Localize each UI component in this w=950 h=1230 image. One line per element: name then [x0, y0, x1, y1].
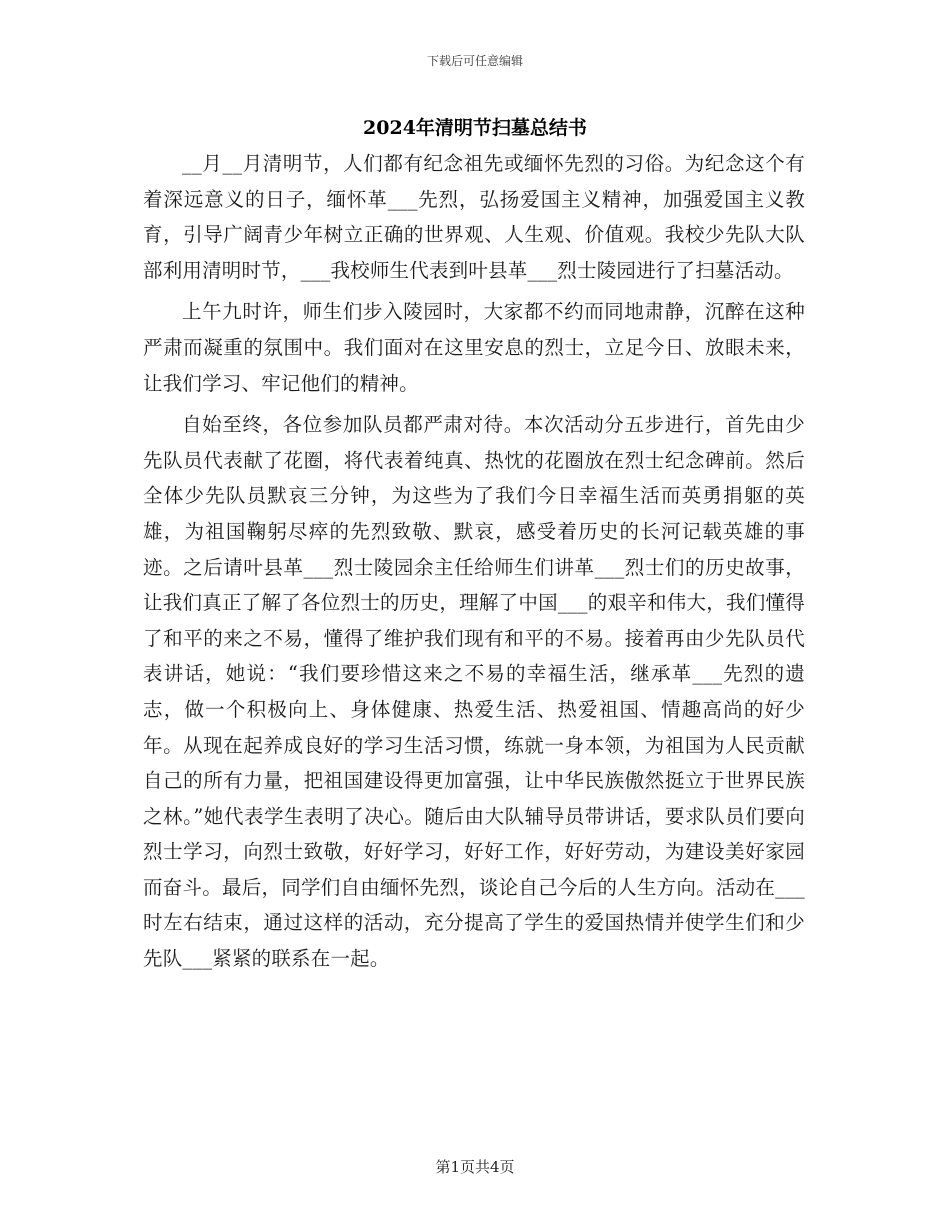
- page-header: 下载后可任意编辑: [426, 54, 523, 68]
- paragraph-3: 自始至终，各位参加队员都严肃对待。本次活动分五步进行，首先由少先队员代表献了花圈，将代表着纯真、热忱的花圈放在烈士纪念碑前。然后全体少先队员默哀三分钟，为这些为了我们今日幸福生活而英勇捐躯的英雄，为祖国鞠躬尽瘁的先烈致敬、默哀，感受着历史的长河记载英雄的事迹。之后请叶县革___烈士陵园余主任给师生们讲革___烈士们的历史故事，让我们真正了解了各位烈士的历史，理解了中国___的艰辛和伟大，我们懂得了和平的来之不易，懂得了维护我们现有和平的不易。接着再由少先队员代表讲话，她说：“我们要珍惜这来之不易的幸福生活，继承革___先烈的遗志，做一个积极向上、身体健康、热爱生活、热爱祖国、情趣高尚的好少年。从现在起养成良好的学习生活习惯，练就一身本领，为祖国为人民贡献自己的所有力量，把祖国建设得更加富强，让中华民族傲然挺立于世界民族之林。”她代表学生表明了决心。随后由大队辅导员带讲话，要求队员们要向烈士学习，向烈士致敬，好好学习，好好工作，好好劳动，为建设美好家园而奋斗。最后，同学们自由缅怀先烈，谈论自己今后的人生方向。活动在___时左右结束，通过这样的活动，充分提高了学生的爱国热情并使学生们和少先队___紧紧的联系在一起。: [143, 413, 805, 971]
- document-title: 2024年清明节扫墓总结书: [363, 117, 587, 139]
- paragraph-1: __月__月清明节，人们都有纪念祖先或缅怀先烈的习俗。为纪念这个有着深远意义的日子，缅怀革___先烈，弘扬爱国主义精神，加强爱国主义教育，引导广阔青少年树立正确的世界观、人生观、价值观。我校少先队大队部利用清明时节，___我校师生代表到叶县革___烈士陵园进行了扫墓活动。: [143, 152, 805, 282]
- document-body: [143, 146, 805, 983]
- page-number: 第1页共4页: [435, 1158, 515, 1176]
- paragraph-2: 上午九时许，师生们步入陵园时，大家都不约而同地肃静，沉醉在这种严肃而凝重的氛围中。我们面对在这里安息的烈士，立足今日、放眼未来，让我们学习、牢记他们的精神。: [143, 300, 805, 395]
